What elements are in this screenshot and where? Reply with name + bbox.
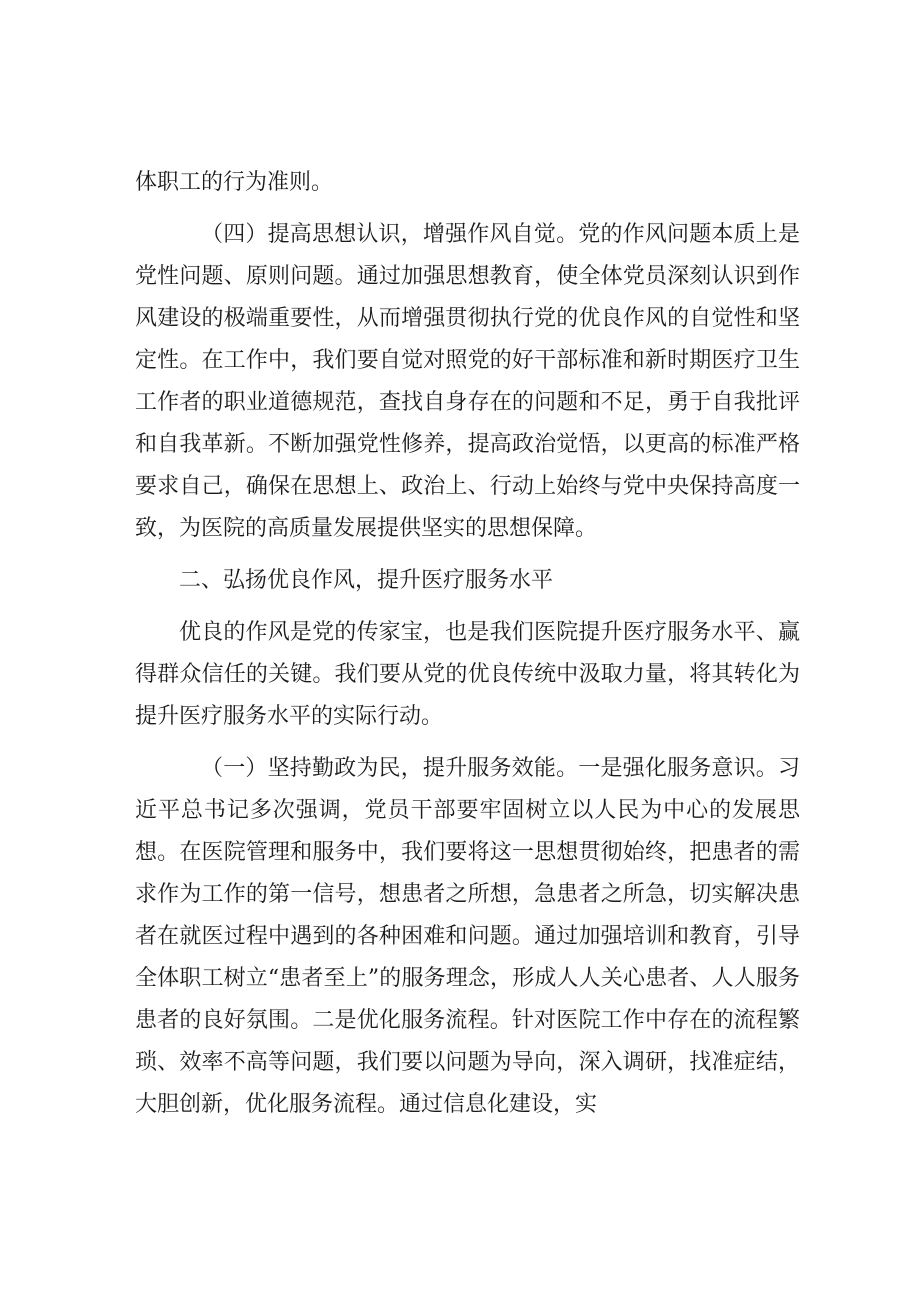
paragraph-intro-two: 优良的作风是党的传家宝，也是我们医院提升医疗服务水平、赢得群众信任的关键。我们要从党的优良传统中汲取力量，将其转化为提升医疗服务水平的实际行动。 <box>135 620 800 729</box>
paragraph-continuation: 体职工的行为准则。 <box>135 170 334 195</box>
section-heading-two: 二、弘扬优良作风，提升医疗服务水平 <box>179 568 554 593</box>
document-body <box>135 162 800 1126</box>
paragraph-section-four: （四）提高思想认识，增强作风自觉。党的作风问题本质上是党性问题、原则问题。通过加强思想教育，使全体党员深刻认识到作风建设的极端重要性，从而增强贯彻执行党的优良作风的自觉性和坚定性。在工作中，我们要自觉对照党的好干部标准和新时期医疗卫生工作者的职业道德规范，查找自身存在的问题和不足，勇于自我批评和自我革新。不断加强党性修养，提高政治觉悟，以更高的标准严格要求自己，确保在思想上、政治上、行动上始终与党中央保持高度一致，为医院的高质量发展提供坚实的思想保障。 <box>135 222 800 541</box>
paragraph-subsection-one: （一）坚持勤政为民，提升服务效能。一是强化服务意识。习近平总书记多次强调，党员干部要牢固树立以人民为中心的发展思想。在医院管理和服务中，我们要将这一思想贯彻始终，把患者的需求作为工作的第一信号，想患者之所想，急患者之所急，切实解决患者在就医过程中遇到的各种困难和问题。通过加强培训和教育，引导全体职工树立“患者至上”的服务理念，形成人人关心患者、人人服务患者的良好氛围。二是优化服务流程。针对医院工作中存在的流程繁琐、效率不高等问题，我们要以问题为导向，深入调研，找准症结，大胆创新，优化服务流程。通过信息化建设，实 <box>135 756 800 1117</box>
